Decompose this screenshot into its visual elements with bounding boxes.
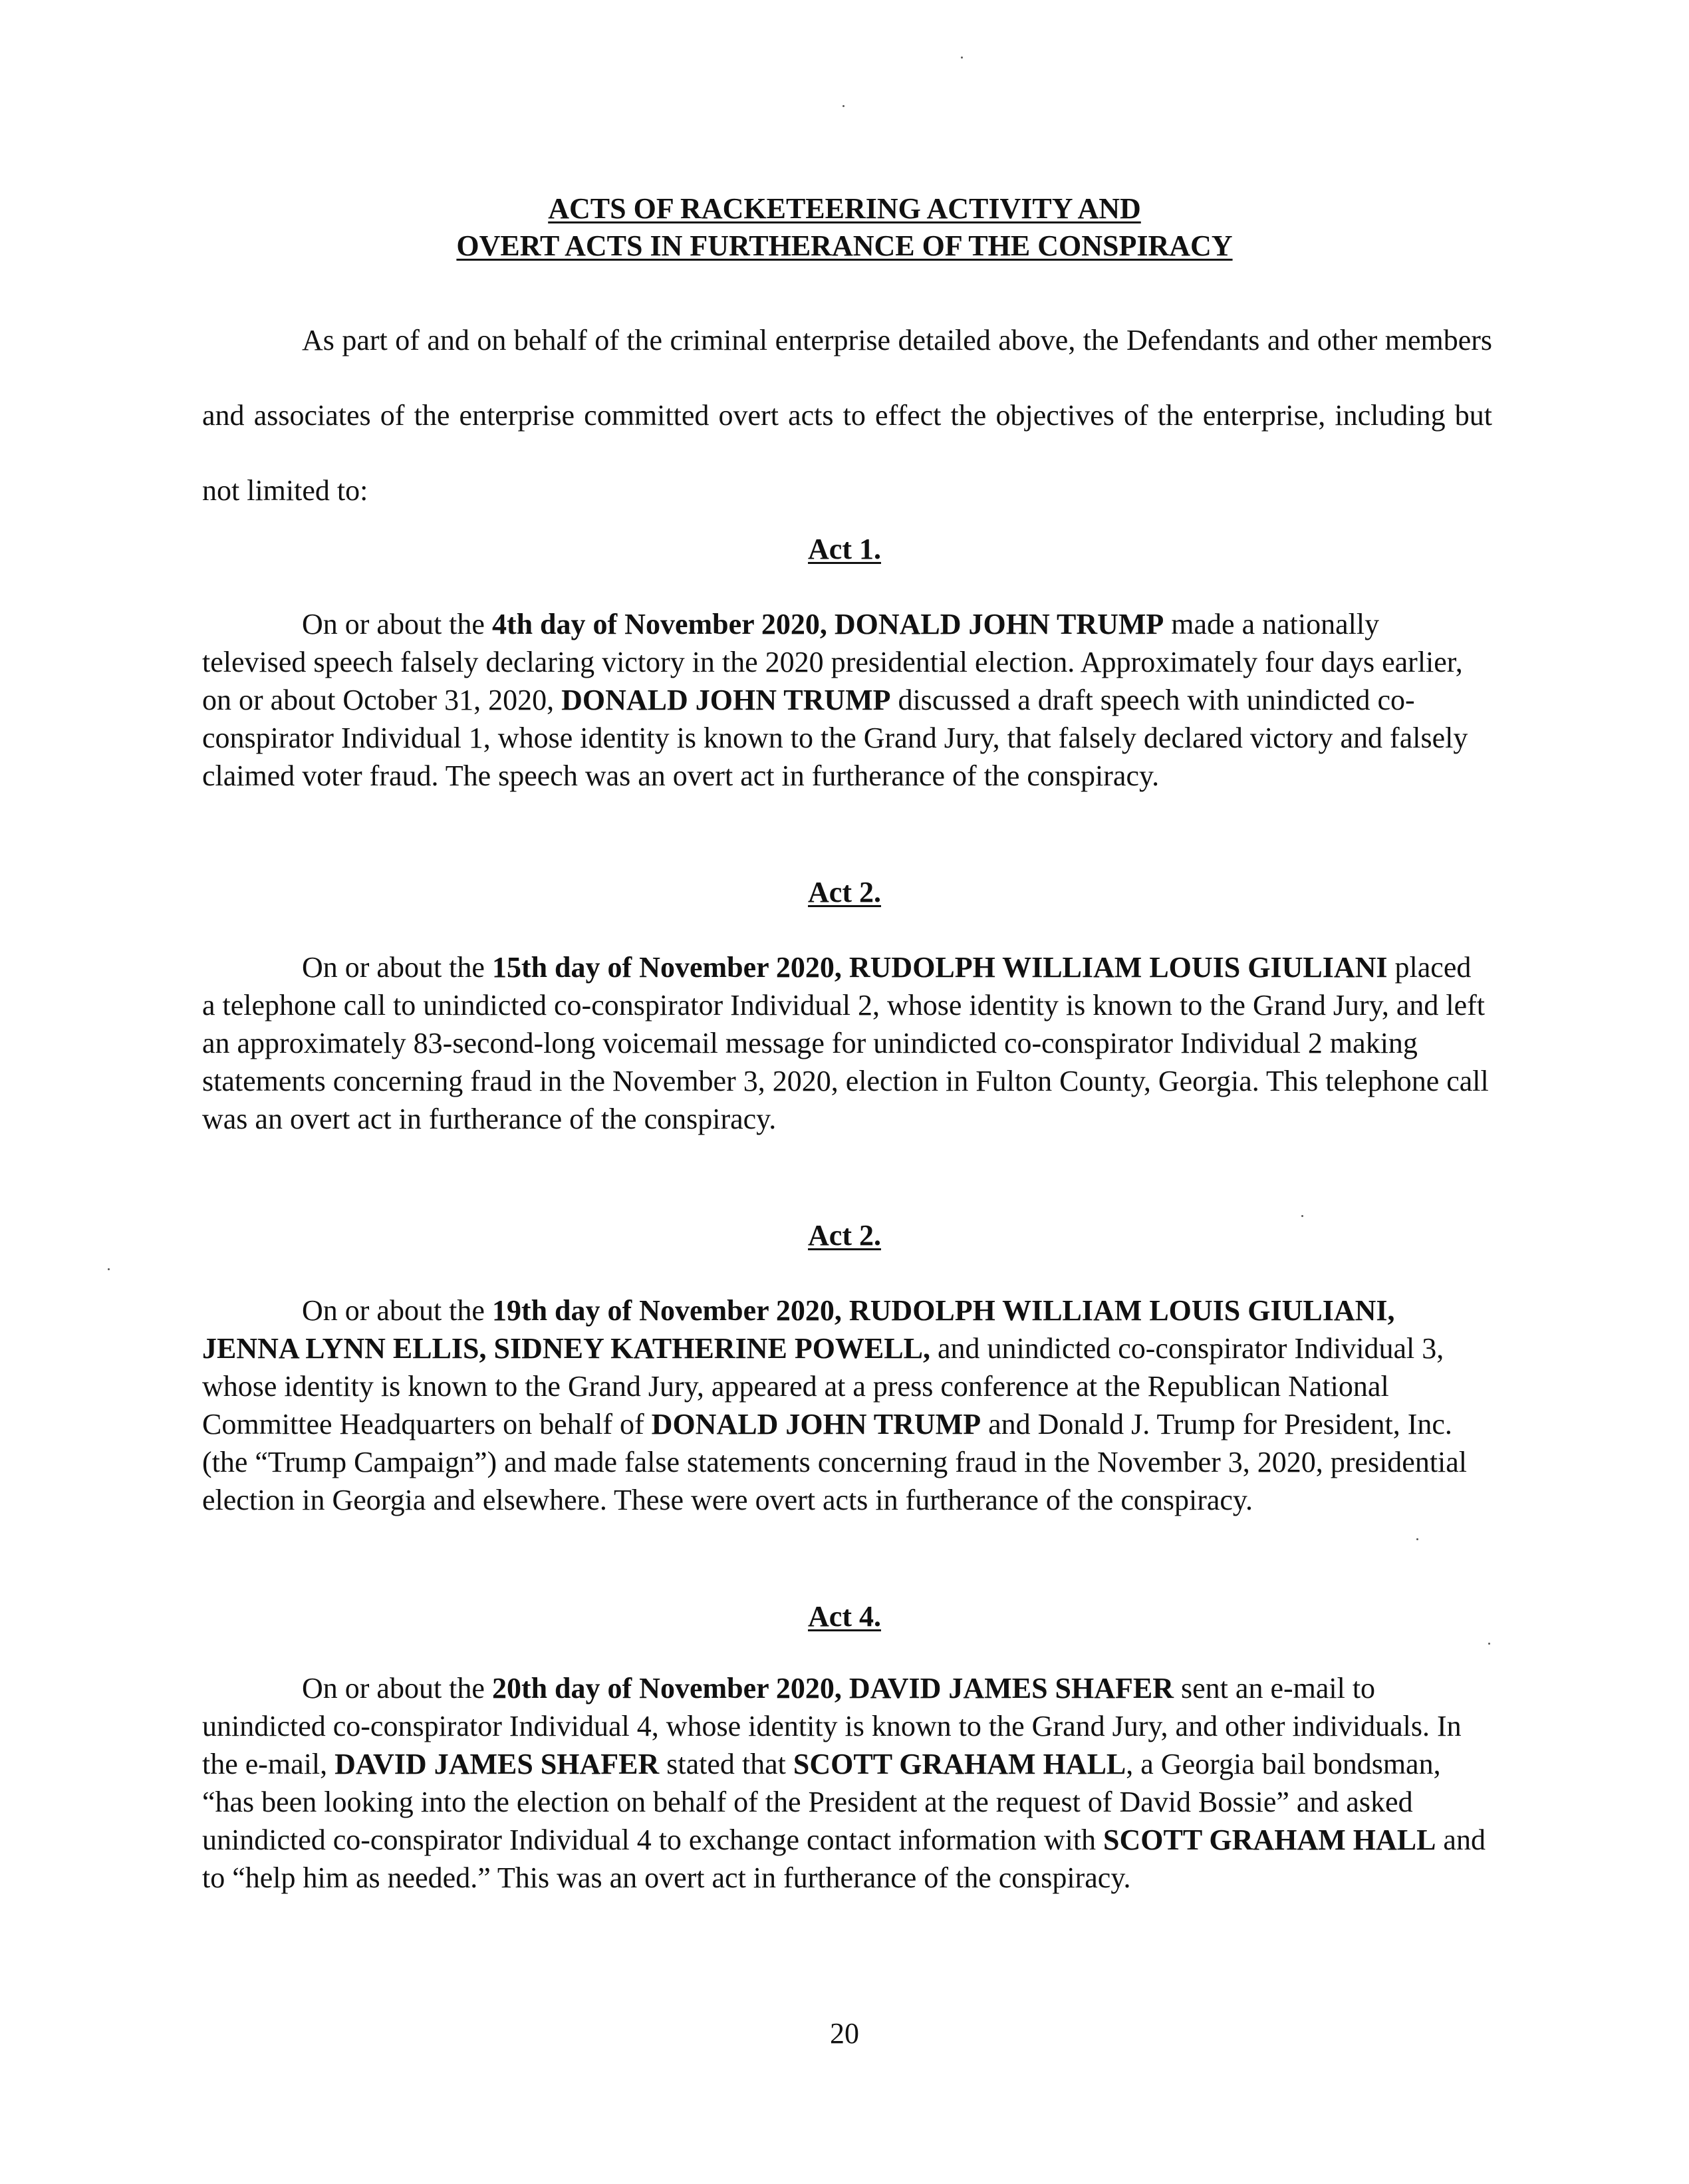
scan-speck	[961, 57, 963, 59]
text-run: made a nationally televised speech falsely declaring victory in the 2020 presidential election. Approximately four days earlier, on or about October 31, 2020,	[202, 608, 1463, 716]
act-4-title: Act 4.	[808, 1600, 881, 1633]
text-run: stated that	[659, 1748, 793, 1780]
text-run: On or about the	[302, 951, 492, 984]
text-run: and unindicted co-conspirator Individual 3, whose identity is known to the Grand Jury, appeared at a press conference at the Republican National Committee Headquarters on behalf of	[202, 1332, 1444, 1440]
bold-text-run: SCOTT GRAHAM HALL	[793, 1748, 1126, 1780]
text-run	[827, 608, 835, 640]
scan-speck	[1416, 1538, 1418, 1540]
text-run: , a Georgia bail bondsman, “has been looking into the election on behalf of the President at the request of David Bossie” and asked unindicted co-conspirator Individual 4 to exchange contact information with	[202, 1748, 1441, 1856]
scan-speck	[1301, 1215, 1303, 1217]
bold-text-run: DONALD JOHN TRUMP	[651, 1408, 981, 1440]
bold-text-run: 20th day of November 2020,	[491, 1672, 842, 1705]
text-run: and to “help him as needed.” This was an overt act in furtherance of the conspiracy.	[202, 1824, 1486, 1894]
act-2-body	[202, 948, 1489, 1138]
act-1-body	[202, 605, 1489, 795]
text-run: On or about the	[302, 1672, 492, 1705]
scan-speck	[843, 105, 844, 107]
text-run: discussed a draft speech with unindicted co-conspirator Individual 1, whose identity is known to the Grand Jury, that falsely declared victory and falsely claimed voter fraud. The speech was an overt act in furtherance of the conspiracy.	[202, 684, 1468, 792]
act-1-title: Act 1.	[808, 533, 881, 565]
text-run	[842, 951, 849, 984]
section-heading-line-1: ACTS OF RACKETEERING ACTIVITY AND	[548, 192, 1141, 225]
bold-text-run: DONALD JOHN TRUMP	[561, 684, 891, 716]
text-run	[842, 1294, 849, 1327]
act-4-body	[202, 1669, 1489, 1897]
text-run: On or about the	[302, 1294, 492, 1327]
bold-text-run: SCOTT GRAHAM HALL	[1103, 1824, 1436, 1856]
bold-text-run: RUDOLPH WILLIAM LOUIS GIULIANI, JENNA LYNN ELLIS, SIDNEY KATHERINE POWELL,	[202, 1294, 1395, 1365]
section-heading-line-2: OVERT ACTS IN FURTHERANCE OF THE CONSPIRACY	[456, 229, 1233, 262]
text-run: On or about the	[302, 608, 492, 640]
scan-speck	[108, 1268, 110, 1270]
act-3-title: Act 2.	[808, 1219, 881, 1252]
bold-text-run: DAVID JAMES SHAFER	[334, 1748, 660, 1780]
bold-text-run: 4th day of November 2020,	[491, 608, 827, 640]
text-run: and Donald J. Trump for President, Inc. (the “Trump Campaign”) and made false statements concerning fraud in the November 3, 2020, presidential election in Georgia and elsewhere. These were overt acts in furtherance of the conspiracy.	[202, 1408, 1468, 1516]
act-3-body	[202, 1292, 1489, 1519]
bold-text-run: 19th day of November 2020,	[491, 1294, 842, 1327]
act-2-title: Act 2.	[808, 876, 881, 908]
scan-speck	[1488, 1643, 1490, 1645]
text-run: placed a telephone call to unindicted co-conspirator Individual 2, whose identity is known to the Grand Jury, and left an approximately 83-second-long voicemail message for unindicted co-conspirator Individual 2 making statements concerning fraud in the November 3, 2020, election in Fulton County, Georgia. This telephone call was an overt act in furtherance of the conspiracy.	[202, 951, 1489, 1135]
bold-text-run: DAVID JAMES SHAFER	[848, 1672, 1174, 1705]
bold-text-run: 15th day of November 2020,	[491, 951, 842, 984]
bold-text-run: RUDOLPH WILLIAM LOUIS GIULIANI	[848, 951, 1388, 984]
text-run: sent an e-mail to unindicted co-conspirator Individual 4, whose identity is known to the Grand Jury, and other individuals. In the e-mail,	[202, 1672, 1462, 1780]
text-run	[842, 1672, 849, 1705]
page-number: 20	[830, 2017, 859, 2050]
bold-text-run: DONALD JOHN TRUMP	[834, 608, 1164, 640]
intro-paragraph: As part of and on behalf of the criminal enterprise detailed above, the Defendants and other members and associates of the enterprise committed overt acts to effect the objectives of the enterprise, including but not limited to:	[202, 324, 1492, 507]
